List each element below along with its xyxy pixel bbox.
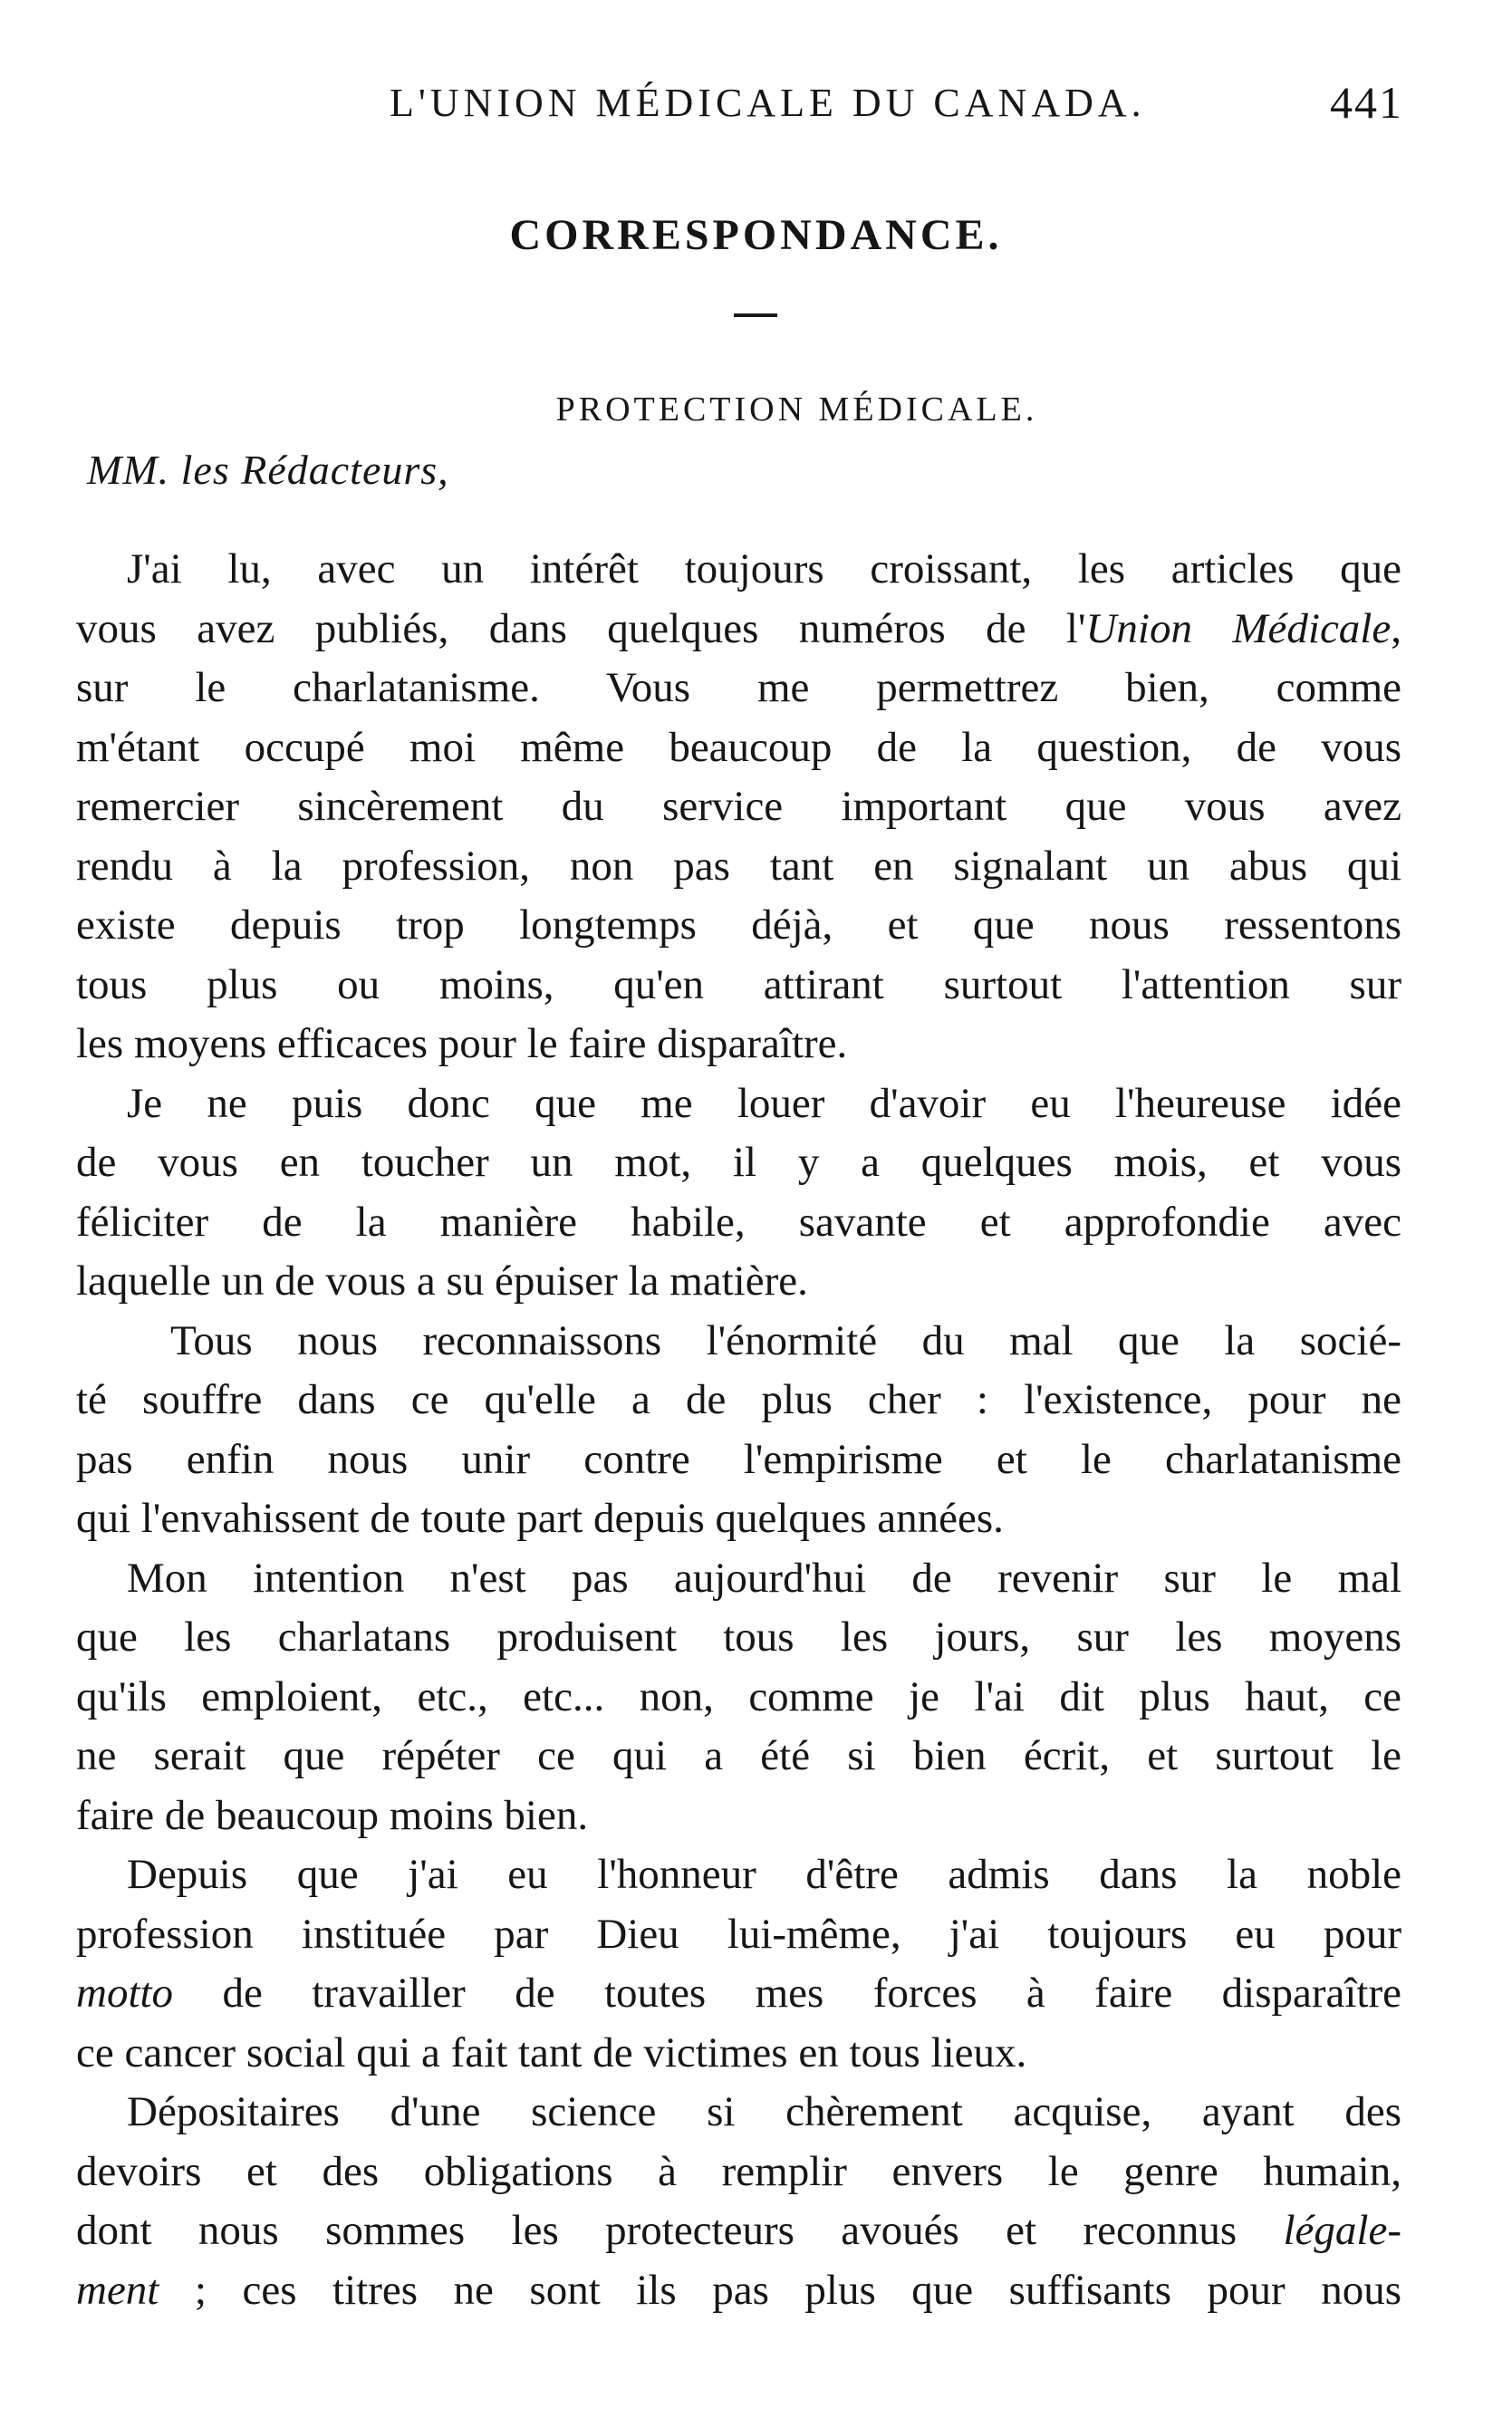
paragraph bbox=[76, 1549, 1401, 1846]
text-line: tous plus ou moins, qu'en attirant surtout l'attention sur bbox=[76, 960, 1401, 1008]
page-number: 441 bbox=[1330, 77, 1403, 128]
text-line bbox=[76, 2261, 1401, 2321]
text-line: existe depuis trop longtemps déjà, et que nous ressentons bbox=[76, 901, 1401, 949]
text-line: sur le charlatanisme. Vous me permettrez bien, comme bbox=[76, 664, 1401, 711]
paragraph bbox=[76, 540, 1401, 1074]
text-line: faire de beaucoup moins bien. bbox=[76, 1791, 589, 1839]
text-line-rest: ; ces titres ne sont ils pas plus que suffisants pour nous bbox=[159, 2266, 1401, 2314]
text-line: devoirs et des obligations à remplir envers le genre humain, bbox=[76, 2147, 1401, 2195]
text-line-rest: de travailler de toutes mes forces à faire disparaître bbox=[173, 1970, 1401, 2017]
text-line: Mon intention n'est pas aujourd'hui de revenir sur le mal bbox=[127, 1554, 1401, 1602]
text-line bbox=[76, 1964, 1401, 2024]
text-line: les moyens efficaces pour le faire disparaître. bbox=[76, 1020, 848, 1067]
text-line: m'étant occupé moi même beaucoup de la question, de vous bbox=[76, 723, 1401, 771]
subsection-title: PROTECTION MÉDICALE. bbox=[555, 390, 1038, 429]
text-line: J'ai lu, avec un intérêt toujours croissant, les articles que bbox=[127, 545, 1401, 592]
text-line: féliciter de la manière habile, savante et approfondie avec bbox=[76, 1198, 1401, 1246]
running-head bbox=[0, 77, 1512, 134]
paragraph bbox=[76, 1074, 1401, 1312]
journal-name-italic: Union Médicale bbox=[1085, 604, 1392, 652]
salutation: MM. les Rédacteurs, bbox=[87, 447, 449, 493]
motto-italic: motto bbox=[76, 1970, 174, 2017]
text-line bbox=[76, 2201, 1401, 2261]
text-line: pas enfin nous unir contre l'empirisme et le charlatanisme bbox=[76, 1435, 1401, 1483]
text-line: Dépositaires d'une science si chèrement acquise, ayant des bbox=[127, 2088, 1401, 2135]
text-line: laquelle un de vous a su épuiser la matière. bbox=[76, 1257, 808, 1305]
text-line-start: dont nous sommes les protecteurs avoués et reconnus bbox=[76, 2207, 1284, 2254]
text-line: que les charlatans produisent tous les jours, sur les moyens bbox=[76, 1614, 1401, 1661]
text-line: qui l'envahissent de toute part depuis quelques années. bbox=[76, 1495, 1004, 1542]
text-line: remercier sincèrement du service important que vous avez bbox=[76, 783, 1401, 830]
text-line: profession instituée par Dieu lui-même, j'ai toujours eu pour bbox=[76, 1910, 1401, 1958]
ment-italic: ment bbox=[76, 2266, 159, 2314]
text-line: de vous en toucher un mot, il y a quelques mois, et vous bbox=[76, 1139, 1401, 1186]
paragraph bbox=[76, 2083, 1401, 2320]
paragraph bbox=[76, 1312, 1401, 1549]
punctuation: , bbox=[1391, 604, 1401, 652]
text-line: ne serait que répéter ce qui a été si bien écrit, et surtout le bbox=[76, 1732, 1401, 1779]
text-line: Je ne puis donc que me louer d'avoir eu l'heureuse idée bbox=[127, 1079, 1401, 1127]
text-line bbox=[76, 600, 1401, 660]
text-line: rendu à la profession, non pas tant en signalant un abus qui bbox=[76, 842, 1401, 890]
section-title: CORRESPONDANCE. bbox=[509, 211, 1003, 259]
legale-italic: légale- bbox=[1283, 2207, 1401, 2254]
text-line: qu'ils emploient, etc., etc... non, comme je l'ai dit plus haut, ce bbox=[76, 1672, 1401, 1720]
text-line: Depuis que j'ai eu l'honneur d'être admis dans la noble bbox=[127, 1851, 1401, 1898]
paragraph bbox=[76, 1845, 1401, 2083]
section-divider bbox=[734, 313, 777, 317]
text-line: Tous nous reconnaissons l'énormité du mal que la socié- bbox=[170, 1316, 1401, 1364]
text-line: té souffre dans ce qu'elle a de plus cher : l'existence, pour ne bbox=[76, 1376, 1401, 1423]
journal-title: L'UNION MÉDICALE DU CANADA. bbox=[390, 81, 1146, 125]
text-line: ce cancer social qui a fait tant de victimes en tous lieux. bbox=[76, 2028, 1027, 2076]
text-line-start: vous avez publiés, dans quelques numéros de l' bbox=[76, 604, 1086, 652]
letter-body bbox=[76, 540, 1401, 2320]
